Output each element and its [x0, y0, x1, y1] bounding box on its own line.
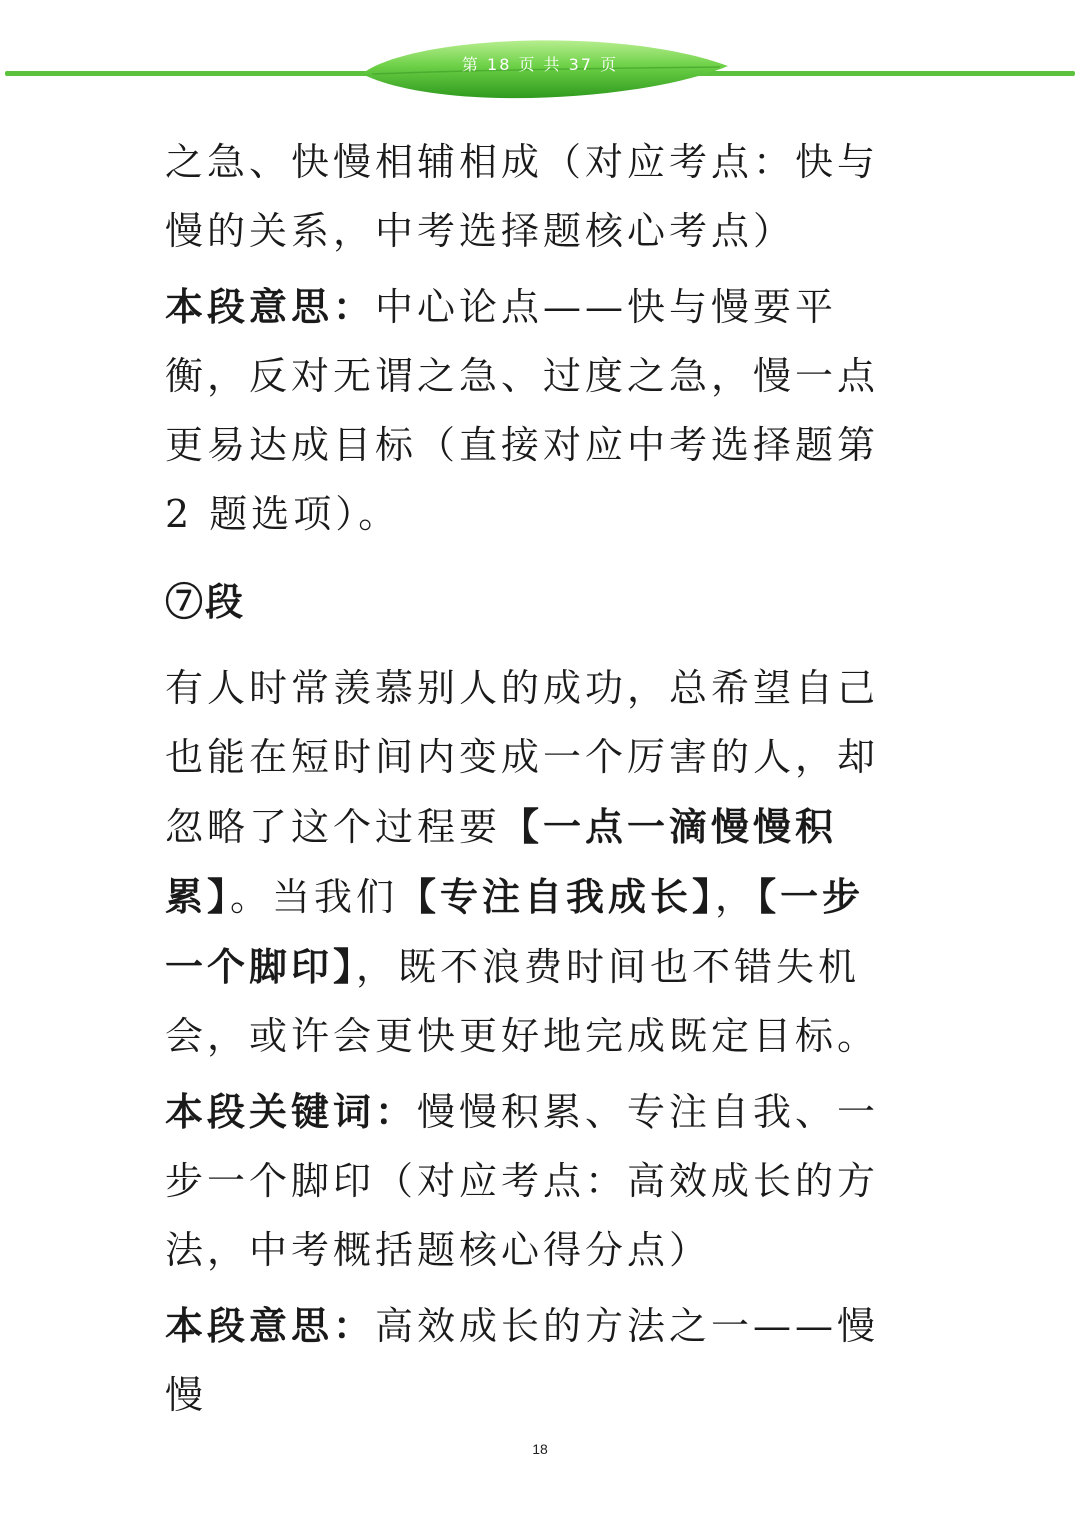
page-number: 18	[532, 1441, 548, 1457]
meaning-text-2: 高效成长的方法之一——慢慢	[165, 1304, 880, 1417]
emphasis-accumulate: 【一点一滴慢慢积累】	[165, 804, 838, 919]
keywords-text: 慢慢积累、专注自我、一步一个脚印（对应考点：高效成长的方法，中考概括题核心得分点）	[165, 1090, 880, 1272]
emphasis-step: 【一步一个脚印】	[165, 874, 865, 989]
section-heading: ⑦段	[165, 579, 246, 624]
paragraph-keywords	[165, 1077, 905, 1285]
meaning-text: 中心论点——快与慢要平衡，反对无谓之急、过度之急，慢一点更易达成目标（直接对应中考选择题第 2 题选项）。	[165, 285, 880, 536]
meaning-label-2: 本段意思：	[165, 1303, 376, 1348]
paragraph-continuation: 之急、快慢相辅相成（对应考点：快与慢的关系，中考选择题核心考点）	[165, 140, 880, 253]
header-page-label: 第 18 页 共 37 页	[461, 55, 619, 74]
document-body	[165, 128, 905, 1430]
paragraph-meaning-2	[165, 1291, 905, 1430]
emphasis-focus: 【专注自我成长】	[398, 874, 716, 919]
paragraph-body: 有人时常羡慕别人的成功，总希望自己也能在短时间内变成一个厉害的人，却忽略了这个过程要【一点一滴慢慢积累】。当我们【专注自我成长】，【一步一个脚印】，既不浪费时间也不错失机会，或许会更快更好地完成既定目标。	[165, 666, 880, 1058]
keywords-label: 本段关键词：	[165, 1089, 418, 1134]
meaning-label: 本段意思：	[165, 284, 376, 329]
paragraph-meaning	[165, 272, 905, 549]
